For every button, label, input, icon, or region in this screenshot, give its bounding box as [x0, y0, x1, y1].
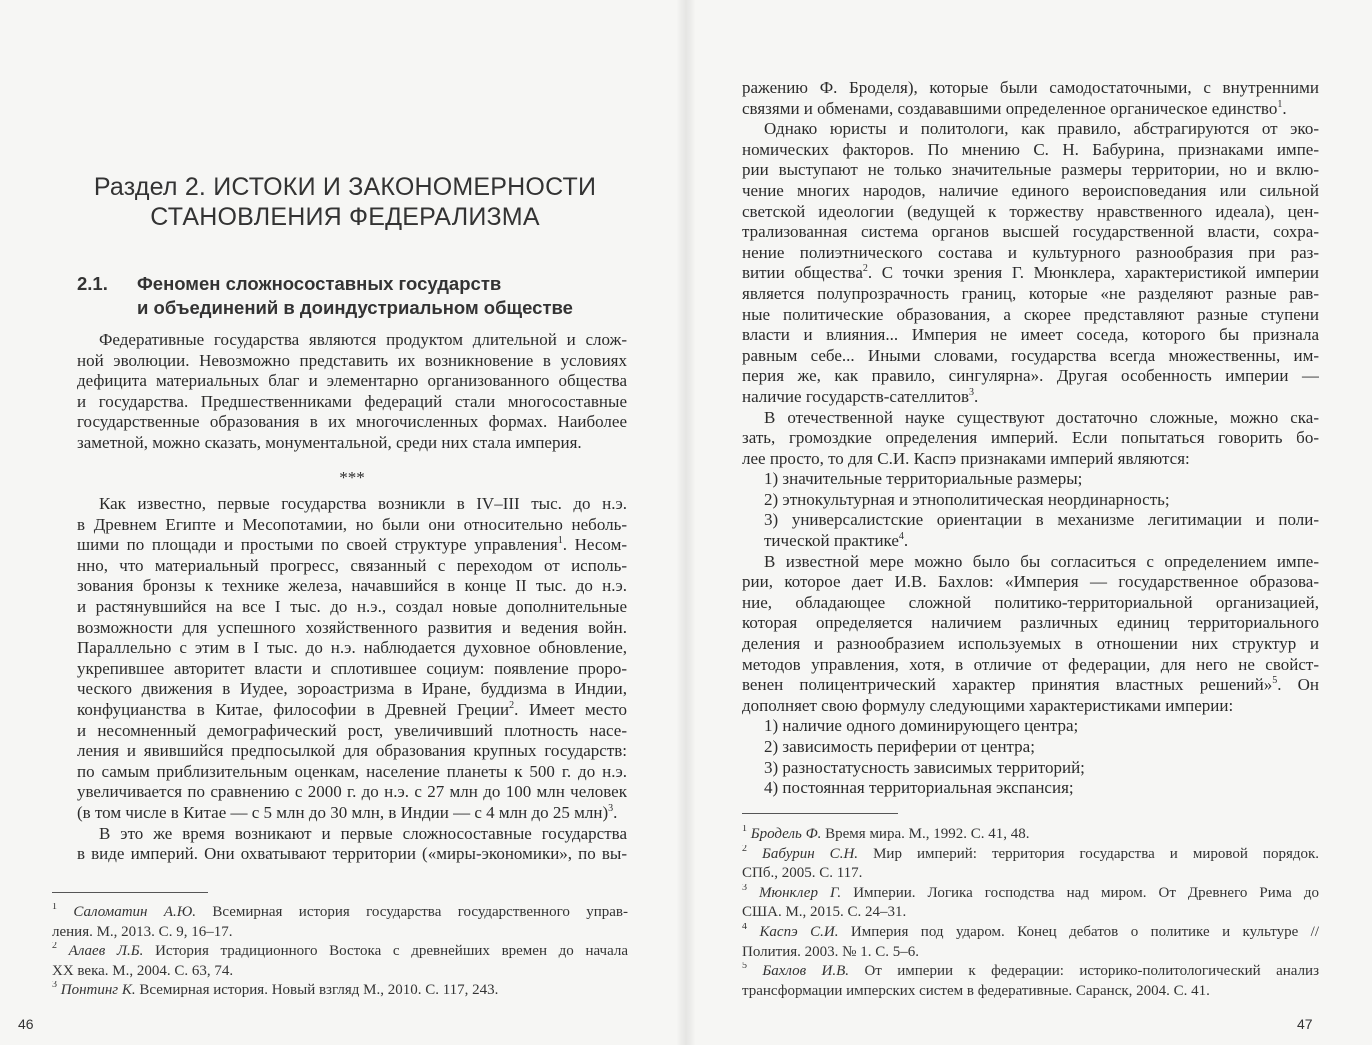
text-line: ления и явившийся предпосылкой для образования крупных государств: [77, 741, 627, 761]
footnote-mark: 4 [898, 531, 904, 543]
footnote-author: Каспэ С.И. [759, 923, 839, 940]
text-line: нение полиэтнического состава и культурного разнообразия при раз- [742, 242, 1319, 262]
footnote-1 [52, 903, 628, 923]
text-line: Федеративные государства являются продуктом длительной и слож- [99, 330, 627, 349]
text-line: Параллельно с этим в I тыс. до н.э. наблюдается духовное обновление, [77, 638, 627, 658]
text-line: Как известно, первые государства возникли в IV–III тыс. до н.э. [99, 494, 627, 513]
text-line: ние, обладающее сложной политико-территориальной организацией, [742, 592, 1319, 612]
footnote-number: 1 [52, 903, 57, 912]
footnote-1 [742, 825, 1319, 845]
footnote-5 [742, 962, 1319, 982]
text-line: равным себе... Иными словами, государства всегда множественны, им- [742, 345, 1319, 365]
list-item: 3) разностатусность зависимых территорий; [764, 757, 1085, 777]
text-line: и несомненный демографический рост, увеличивший плотность насе- [77, 720, 627, 740]
list-item-cont [742, 531, 1319, 552]
footnote-4 [742, 923, 1319, 943]
footnote-3 [52, 981, 628, 1001]
text-span: тической практике [764, 531, 899, 551]
list-item: 3) универсалистские ориентации в механизме легитимации и поли- [764, 510, 1319, 530]
text-span: . С точки зрения Г. Мюнклера, характеристикой империи [867, 263, 1319, 283]
text-line: и растянувшийся на все I тыс. до н.э., создал новые дополнительные [77, 596, 627, 616]
text-line: ражению Ф. Броделя), которые были самодостаточными, с внутренними [742, 78, 1319, 97]
footnote-1-cont: ления. М., 2013. С. 9, 16–17. [52, 923, 233, 940]
footnote-2-cont: XX века. М., 2004. С. 63, 74. [52, 962, 234, 979]
text-span: витии общества [742, 263, 863, 283]
footnote-number: 3 [742, 883, 747, 893]
text-line: номических факторов. По мнению С. Н. Бабурина, признаками импе- [742, 139, 1319, 159]
text-line-with-footnote [77, 803, 627, 824]
text-line-with-footnote [742, 675, 1319, 696]
list-item: 1) наличие одного доминирующего центра; [764, 716, 1079, 736]
text-line: заметной, можно сказать, монументальной, среди них стала империя. [77, 432, 582, 452]
text-span: связями и обменами, создававшими определенное органическое единство [742, 98, 1278, 118]
footnote-text: Империя под ударом. Конец дебатов о политике и культуре // [850, 923, 1319, 940]
footnote-text: Всемирная история. Новый взгляд М., 2010. С. 117, 243. [139, 982, 499, 999]
chapter-title-line-1: Раздел 2. ИСТОКИ И ЗАКОНОМЕРНОСТИ [93, 173, 597, 201]
text-line: ной эволюции. Невозможно представить их возникновение в условиях [77, 350, 627, 370]
text-line: ные политические образования, а скорее представляют разные ступени [742, 304, 1319, 324]
text-line: светской идеологии (ведущей к торжеству нравственного идеала), цен- [742, 201, 1319, 221]
text-span: . [562, 535, 575, 555]
separator-stars: *** [339, 468, 365, 487]
text-line: перия же, как правило, сингулярна». Другая особенность империи — [742, 366, 1319, 386]
footnote-number: 5 [742, 962, 747, 972]
text-span: . Он [1277, 675, 1319, 695]
footnote-author: Саломатин А.Ю. [73, 904, 196, 920]
text-line: рии выступают не только значительные размеры территории, но и вклю- [742, 160, 1319, 180]
footnote-4-cont: Полития. 2003. № 1. С. 5–6. [742, 943, 919, 960]
chapter-title-line-2: СТАНОВЛЕНИЯ ФЕДЕРАЛИЗМА [150, 203, 540, 231]
footnote-author: Бродель Ф. [750, 826, 822, 842]
footnote-number: 2 [742, 844, 747, 854]
list-item: 1) значительные территориальные размеры; [764, 469, 1083, 489]
section-number: 2.1. [77, 273, 108, 294]
text-line-with-footnote [77, 700, 627, 721]
footnote-text: От империи к федерации: историко-политологический анализ [864, 963, 1319, 980]
footnote-rule [52, 892, 208, 893]
footnote-mark: 5 [1272, 675, 1278, 687]
footnote-mark: 1 [1277, 98, 1283, 110]
text-span: . [903, 531, 909, 551]
text-line: деления и разнообразием используемых в отношении них структур и [742, 634, 1319, 654]
footnote-mark: 3 [608, 802, 614, 814]
footnote-number: 4 [742, 922, 747, 932]
text-line: В известной мере можно было бы согласиться с определением импе- [764, 551, 1319, 571]
text-line: власти и влияния... Империя не имеет соседа, которого бы признала [742, 325, 1319, 345]
text-span: наличие государств-сателлитов [742, 386, 970, 406]
footnote-2 [52, 942, 628, 962]
text-line: методов управления, хотя, в отличие от федерации, для него не свойст- [742, 654, 1319, 674]
text-line: зования бронзы к технике железа, начавшийся в конце II тыс. до н.э. [77, 576, 627, 596]
footnote-text: Империи. Логика господства над миром. От Древнего Рима до [853, 884, 1319, 901]
text-line: и государства. Предшественниками федераций стали многосоставные [77, 391, 627, 411]
section-title-line-2: и объединений в доиндустриальном обществе [137, 297, 573, 318]
text-line-with-footnote [742, 387, 1319, 408]
text-line: укрепившее авторитет власти и сплотившее социум: появление проро- [77, 658, 627, 678]
footnote-rule [742, 813, 898, 814]
footnote-text: Время мира. М., 1992. С. 41, 48. [825, 826, 1030, 842]
text-line: рии, которое дает И.В. Бахлов: «Империя — государственное образова- [742, 572, 1319, 592]
footnote-author: Мюнклер Г. [759, 884, 842, 901]
page-number: 47 [1297, 1016, 1313, 1032]
separator [77, 468, 627, 489]
footnote-text: Мир империй: территория государства и мировой порядок. [873, 845, 1319, 862]
text-span: Несом- [574, 535, 627, 555]
main-paragraphs [77, 494, 627, 865]
text-line: В отечественной науке существуют достаточно сложные, можно ска- [764, 407, 1319, 427]
chapter-title [60, 172, 630, 232]
text-span: Имеет место [528, 699, 627, 719]
footnote-2 [742, 845, 1319, 865]
page-number: 46 [18, 1016, 34, 1032]
footnote-author: Бахлов И.В. [762, 963, 850, 980]
list-item: 4) постоянная территориальная экспансия; [764, 778, 1074, 798]
text-line: увеличивается по сравнению с 2000 г. до н.э. с 27 млн до 100 млн человек [77, 782, 627, 802]
footnote-number: 3 [52, 981, 57, 991]
text-line: чение многих народов, наличие единого вероисповедания или сильной [742, 180, 1319, 200]
footnote-text: Всемирная история государства государственного управ- [212, 904, 628, 920]
list-item: 2) зависимость периферии от центра; [764, 737, 1035, 756]
text-line: В это же время возникают и первые сложносоставные государства [99, 823, 627, 843]
text-line-with-footnote [77, 535, 627, 556]
footnote-number: 2 [52, 942, 57, 952]
text-line-with-footnote [742, 263, 1319, 284]
footnote-author: Алаев Л.Б. [68, 943, 144, 960]
text-line: нно, что материальный прогресс, связанный с переходом от исполь- [77, 555, 627, 575]
text-span: венен полицентрический характер принятия властных решений» [742, 675, 1273, 695]
text-line: государственные образования в их многочисленных формах. Наиболее [77, 412, 627, 432]
text-line: зать, громоздкие определения империй. Если попытаться говорить бо- [742, 428, 1319, 448]
footnote-author: Бабурин С.Н. [762, 845, 859, 862]
footnotes [52, 903, 628, 1001]
text-line: возможности для успешного хозяйственного развития и ведения войн. [77, 617, 627, 637]
footnote-mark: 2 [509, 699, 515, 711]
text-span: . [514, 699, 529, 719]
footnote-3 [742, 884, 1319, 904]
text-span: конфуцианства в Китае, философии в Древней Греции [77, 699, 510, 719]
text-line: трализованная система органов высшей государственной власти, сохра- [742, 222, 1319, 242]
text-line: дополняет свою формулу следующими характеристиками империи: [742, 695, 1234, 715]
footnote-5-cont: трансформации имперских систем в федеративные. Саранск, 2004. С. 41. [742, 982, 1210, 999]
section-title-line-1: Феномен сложносоставных государств [137, 273, 502, 294]
text-span: . [1282, 98, 1287, 118]
text-line: Однако юристы и политологи, как правило, абстрагируются от эко- [764, 119, 1319, 139]
right-body-text [742, 78, 1319, 799]
footnotes [742, 825, 1319, 1001]
text-line: в виде империй. Они охватывают территории («миры-экономики», по вы- [77, 844, 627, 864]
text-line: которая определяется наличием различных единиц территориального [742, 613, 1319, 633]
text-line: по самым приблизительным оценкам, население планеты к 500 г. до н.э. [77, 761, 627, 781]
footnote-mark: 1 [557, 535, 563, 547]
footnote-3-cont: США. М., 2015. С. 24–31. [742, 904, 907, 921]
footnote-mark: 2 [862, 263, 868, 275]
footnote-mark: 3 [969, 386, 975, 398]
text-span: (в том числе в Китае — с 5 млн до 30 млн, в Индии — с 4 млн до 25 млн) [77, 802, 609, 822]
text-line: лее просто, то для С.И. Каспэ признаками империй являются: [742, 448, 1190, 468]
text-span: шими по площади и простыми по своей структуре управления [77, 535, 558, 555]
text-span: . [974, 386, 979, 406]
footnote-author: Понтинг К. [60, 982, 136, 999]
footnote-number: 1 [742, 825, 747, 834]
text-line: ческого движения в Иудее, зороастризма в Иране, буддизма в Индии, [77, 679, 627, 699]
list-item: 2) этнокультурная и этнополитическая неординарность; [764, 489, 1170, 509]
text-line: является полупрозрачность границ, которые «не разделяют разные рав- [742, 283, 1319, 303]
text-line: в Древнем Египте и Месопотамии, но были они относительно неболь- [77, 514, 627, 534]
text-line-with-footnote [742, 99, 1319, 120]
text-line: дефицита материальных благ и элементарно организованного общества [77, 371, 627, 391]
footnote-text: История традиционного Востока с древнейших времен до начала [155, 943, 628, 960]
footnote-2-cont: СПб., 2005. С. 117. [742, 865, 863, 882]
text-span: . [613, 802, 618, 822]
intro-paragraph [77, 330, 627, 454]
